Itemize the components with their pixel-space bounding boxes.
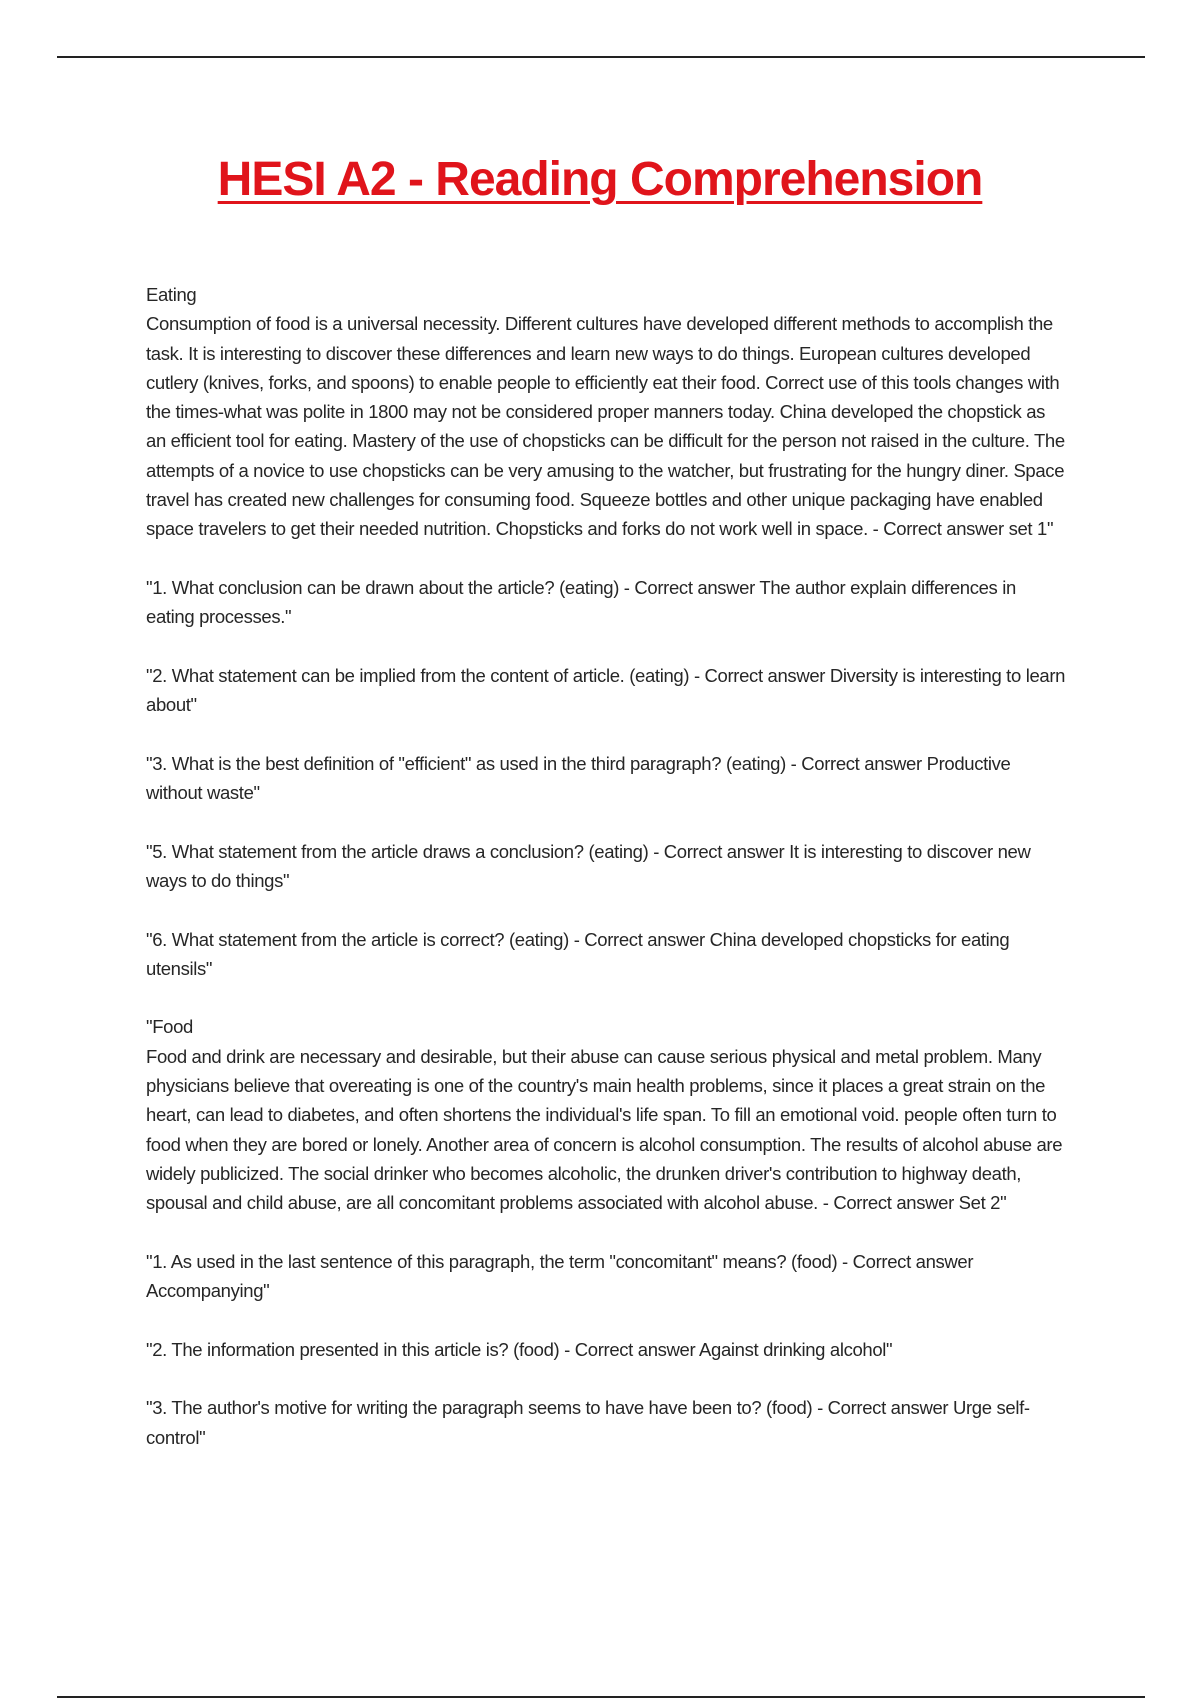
question-item: "2. What statement can be implied from the content of article. (eating) - Correct answer Diversity is interesting to learn about"	[146, 664, 1066, 716]
question-item: "3. The author's motive for writing the paragraph seems to have have been to? (food) - Correct answer Urge self-control"	[146, 1397, 1030, 1448]
section-eating	[146, 280, 1066, 983]
question-item: "5. What statement from the article draws a conclusion? (eating) - Correct answer It is interesting to discover new ways to do things"	[146, 840, 1031, 891]
document-body	[146, 280, 1066, 1481]
header-rule	[57, 56, 1145, 58]
footer-rule	[57, 1696, 1145, 1698]
section-heading: Eating	[146, 284, 197, 305]
question-item: "1. What conclusion can be drawn about the article? (eating) - Correct answer The author explain differences in eating processes."	[146, 576, 1016, 628]
question-item: "1. As used in the last sentence of this paragraph, the term "concomitant" means? (food) - Correct answer Accompanying"	[146, 1250, 974, 1302]
reading-passage: Food and drink are necessary and desirable, but their abuse can cause serious physical and metal problem. Many physicians believe that overeating is one of the country's main health problems, since it places a great strain on the heart, can lead to diabetes, and often shortens the individual's life span. To fill an emotional void. people often turn to food when they are bored or lonely. Another area of concern is alcohol consumption. The results of alcohol abuse are widely publicized. The social drinker who becomes alcoholic, the drunken driver's contribution to highway death, spousal and child abuse, are all concomitant problems associated with alcohol abuse. - Correct answer Set 2"	[146, 1045, 1063, 1214]
question-item: "2. The information presented in this article is? (food) - Correct answer Against drinking alcohol"	[146, 1338, 893, 1360]
section-heading: "Food	[146, 1016, 193, 1038]
question-item: "3. What is the best definition of "efficient" as used in the third paragraph? (eating) - Correct answer Productive without waste"	[146, 752, 1011, 804]
question-item: "6. What statement from the article is correct? (eating) - Correct answer China developed chopsticks for eating utensils"	[146, 928, 1010, 979]
document-title-text: HESI A2 - Reading Comprehension	[217, 153, 983, 206]
section-food	[146, 1012, 1066, 1451]
reading-passage: Consumption of food is a universal necessity. Different cultures have developed different methods to accomplish the task. It is interesting to discover these differences and learn new ways to do things. European cultures developed cutlery (knives, forks, and spoons) to enable people to efficiently eat their food. Correct use of this tools changes with the times-what was polite in 1800 may not be considered proper manners today. China developed the chopstick as an efficient tool for eating. Mastery of the use of chopsticks can be difficult for the person not raised in the culture. The attempts of a novice to use chopsticks can be very amusing to the watcher, but frustrating for the hungry diner. Space travel has created new challenges for consuming food. Squeeze bottles and other unique packaging have enabled space travelers to get their needed nutrition. Chopsticks and forks do not work well in space. - Correct answer set 1"	[146, 313, 1065, 540]
document-title	[0, 152, 1200, 207]
